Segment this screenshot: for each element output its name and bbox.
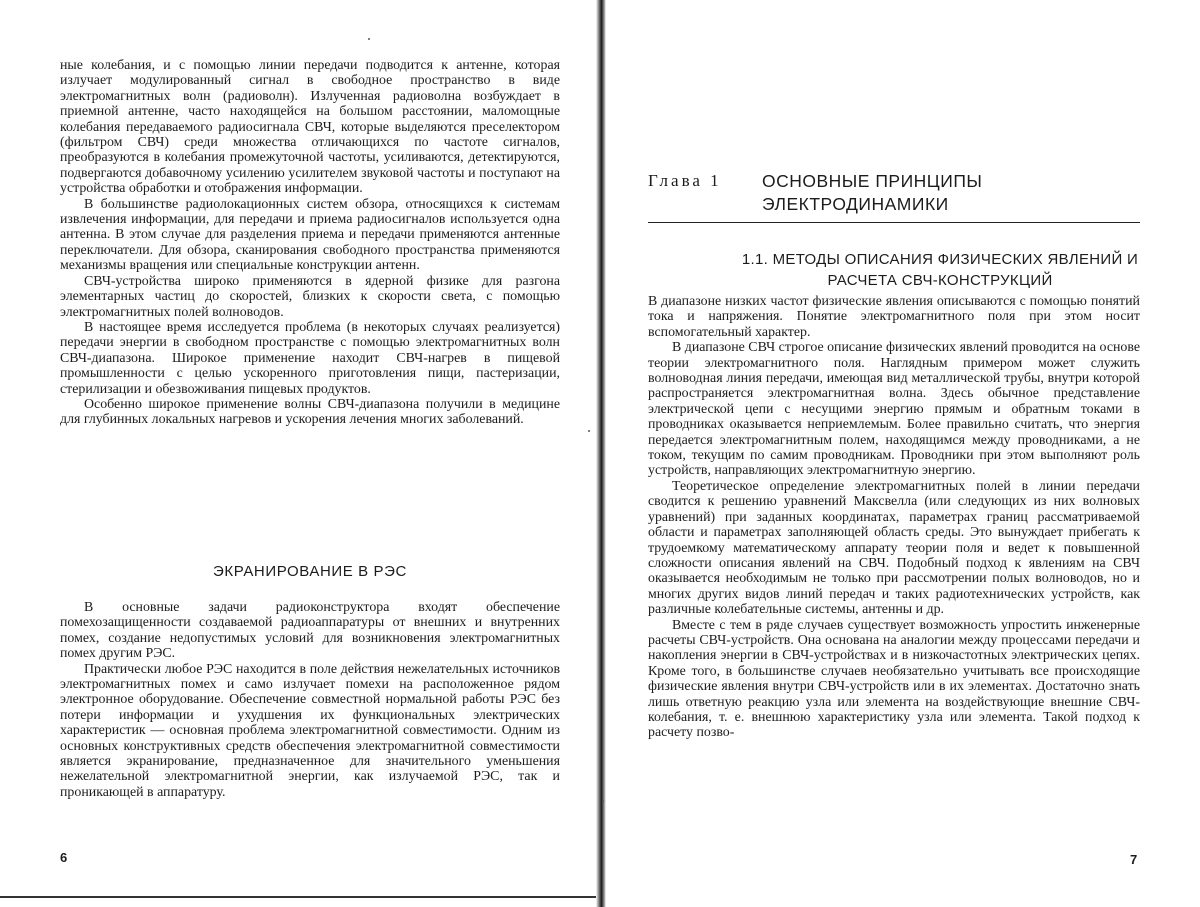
paragraph: ные колебания, и с помощью линии передачи подводится к антенне, которая излучает модулированный сигнал в свободное пространство в виде электромагнитных волн (радиоволн). Излученная радиоволна возбуждает в приемной антенне, часто находящейся на большом расстоянии, маломощные колебания передаваемого радиосигнала СВЧ, которые выделяются преселектором (фильтром СВЧ) среди множества отличающихся по частоте сигналов, преобразуются в колебания промежуточной частоты, усиливаются, детектируются, подвергаются добавочному усилению усилителем звуковой частоты и поступают на устройства обработки и отображения информации.	[60, 58, 560, 197]
left-body-text-top	[60, 58, 560, 428]
paragraph: В диапазоне СВЧ строгое описание физических явлений проводится на основе теории электромагнитного поля. Наглядным примером может служить волноводная линия передачи, имеющая вид металлической трубы, внутри которой распространяется электромагнитная волна. Здесь обычное представление электрической цепи с несущими энергию прямым и обратным токами в проводниках оказывается неприемлемым. Более правильно считать, что энергия передается электромагнитным полем, находящимся между проводниками, а не током, текущим по самим проводникам. Проводники при этом выполняют роль устройств, направляющих электромагнитную энергию.	[648, 340, 1140, 479]
paragraph: Вместе с тем в ряде случаев существует возможность упростить инженерные расчеты СВЧ-устройств. Она основана на аналогии между процессами передачи и накопления энергии в СВЧ-устройствах и в низкочастотных электрических цепях. Кроме того, в большинстве случаев необязательно учитывать все происходящие физические явления внутри СВЧ-устройств или в их элементах. Достаточно знать лишь ответную реакцию узла или элемента на воздействующие внешние СВЧ-колебания, т. е. внешнюю характеристику узла или элемента. Такой подход к расчету позво-	[648, 617, 1140, 741]
scan-speck	[588, 430, 590, 432]
chapter-label: Глава 1	[648, 171, 722, 190]
right-page	[600, 0, 1200, 907]
paragraph: СВЧ-устройства широко применяются в ядерной физике для разгона элементарных частиц до скоростей, близких к скорости света, с помощью электромагнитных полей волноводов.	[60, 273, 560, 320]
paragraph: В большинстве радиолокационных систем обзора, относящихся к системам извлечения информации, для передачи и приема радиосигналов используется одна антенна. В этом случае для разделения приема и передачи применяются антенные переключатели. Для обзора, сканирования свободного пространства применяются механизмы вращения или специальные конструкции антенн.	[60, 196, 560, 274]
right-body-text	[648, 294, 1140, 741]
page-number-left: 6	[60, 850, 68, 865]
paragraph: Теоретическое определение электромагнитных полей в линии передачи сводится к решению уравнений Максвелла (или следующих из них волновых уравнений) при заданных координатах, параметрах границ рассматриваемой области и параметрах заполняющей область среды. Это вынуждает прибегать к трудоемкому математическому аппарату теории поля и ведет к повышенной сложности описания явлений на СВЧ. Подобный подход к явлениям на СВЧ оказывается необходимым не только при рассмотрении полых волноводов, но и многих других видов линий передач и таких радиотехнических устройств, как различные колебательные системы, антенны и др.	[648, 478, 1140, 618]
subsection-title: 1.1. МЕТОДЫ ОПИСАНИЯ ФИЗИЧЕСКИХ ЯВЛЕНИЙ И РАСЧЕТА СВЧ-КОНСТРУКЦИЙ	[741, 251, 1139, 289]
paragraph: В настоящее время исследуется проблема (в некоторых случаях реализуется) передачи энергии в свободном пространстве с помощью электромагнитных волн СВЧ-диапазона. Широкое применение находит СВЧ-нагрев в пищевой промышленности с целью ускоренного приготовления пищи, пастеризации, стерилизации и обезвоживания пищевых продуктов.	[60, 319, 560, 397]
page-edge-line	[0, 896, 600, 898]
paragraph: В основные задачи радиоконструктора входят обеспечение помехозащищенности создаваемой радиоаппаратуры от внешних и внутренних помех, создание недопустимых условий для возникновения электромагнитных помех другим РЭС.	[60, 600, 560, 662]
paragraph: Особенно широкое применение волны СВЧ-диапазона получили в медицине для глубинных локальных нагревов и ускорения лечения многих заболеваний.	[60, 396, 560, 428]
chapter-title: ОСНОВНЫЕ ПРИНЦИПЫ ЭЛЕКТРОДИНАМИКИ	[762, 171, 983, 214]
scan-speck	[368, 38, 370, 40]
page-number-right: 7	[1130, 852, 1138, 867]
chapter-divider	[648, 222, 1140, 223]
section-heading: ЭКРАНИРОВАНИЕ В РЭС	[213, 563, 407, 580]
left-body-text-bottom	[60, 600, 560, 800]
paragraph: В диапазоне низких частот физические явления описываются с помощью понятий тока и напряжения. Понятие электромагнитного поля при этом носит вспомогательный характер.	[648, 294, 1140, 340]
paragraph: Практически любое РЭС находится в поле действия нежелательных источников электромагнитных помех и само излучает помехи на расположенное рядом электронное оборудование. Обеспечение совместной нормальной работы РЭС без потери информации и ухудшения их функциональных электрических характеристик — основная проблема электромагнитной совместимости. Одним из основных конструктивных средств обеспечения электромагнитной совместимости является экранирование, предназначенное для значительного уменьшения нежелательной электромагнитной энергии, как излучаемой РЭС, так и проникающей в аппаратуру.	[60, 661, 560, 800]
scan-speck	[602, 800, 604, 802]
